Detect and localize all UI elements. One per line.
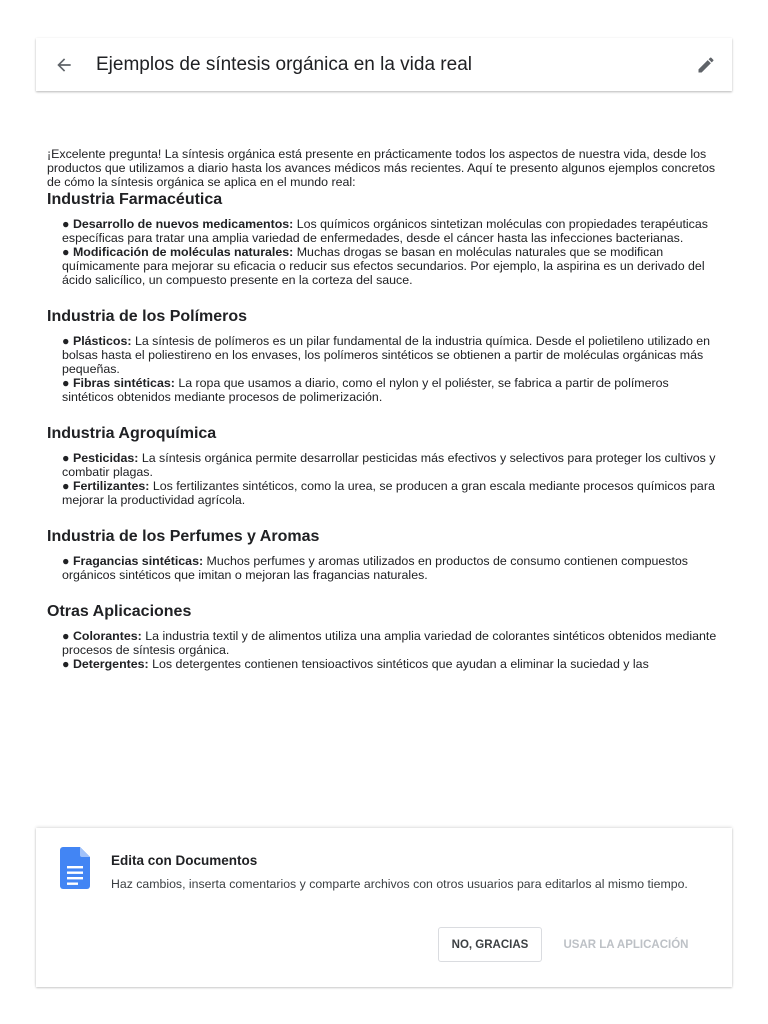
item-term: Fragancias sintéticas: xyxy=(72,554,204,568)
item-text: Muchos perfumes y aromas utilizados en productos de consumo contienen compuestos orgánicos sintéticos que imitan o mejoran las fragancias naturales. xyxy=(62,554,688,582)
item-text: Los fertilizantes sintéticos, como la urea, se producen a gran escala mediante procesos químicos para mejorar la productividad agrícola. xyxy=(62,479,715,507)
list-item: ● Fragancias sintéticas: Muchos perfumes y aromas utilizados en productos de consumo contienen compuestos orgánicos sintéticos que imitan o mejoran las fragancias naturales. xyxy=(62,554,688,582)
pencil-icon xyxy=(696,55,716,75)
item-term: Detergentes: xyxy=(72,657,149,671)
item-term: Pesticidas: xyxy=(72,451,139,465)
list-item: ● Fertilizantes: Los fertilizantes sintéticos, como la urea, se producen a gran escala mediante procesos químicos para mejorar la productividad agrícola. xyxy=(62,479,715,507)
document-body xyxy=(47,147,721,690)
banner-title: Edita con Documentos xyxy=(111,853,258,868)
item-text: La ropa que usamos a diario, como el nylon y el poliéster, se fabrica a partir de polímeros sintéticos obtenidos mediante procesos de polimerización. xyxy=(62,376,669,404)
arrow-back-icon xyxy=(54,55,74,75)
section-heading: Industria de los Perfumes y Aromas xyxy=(47,528,320,545)
section-agroquimica xyxy=(47,423,721,507)
item-text: La industria textil y de alimentos utiliza una amplia variedad de colorantes sintéticos obtenidos mediante procesos de síntesis orgánica. xyxy=(62,629,717,657)
section-farmaceutica xyxy=(47,189,721,287)
item-text: La síntesis orgánica permite desarrollar pesticidas más efectivos y selectivos para proteger los cultivos y combatir plagas. xyxy=(62,451,716,479)
banner-description: Haz cambios, inserta comentarios y comparte archivos con otros usuarios para editarlos al mismo tiempo. xyxy=(111,877,688,891)
item-term: Desarrollo de nuevos medicamentos: xyxy=(72,217,294,231)
list-item: ● Pesticidas: La síntesis orgánica permite desarrollar pesticidas más efectivos y selectivos para proteger los cultivos y combatir plagas. xyxy=(62,451,716,479)
no-thanks-button[interactable]: NO, GRACIAS xyxy=(438,927,542,962)
item-term: Fertilizantes: xyxy=(72,479,150,493)
item-text: Los detergentes contienen tensioactivos sintéticos que ayudan a eliminar la suciedad y las xyxy=(152,657,649,671)
list-item: ● Modificación de moléculas naturales: Muchas drogas se basan en moléculas naturales que se modifican químicamente para mejorar su eficacia o reducir sus efectos secundarios. Por ejemplo, la aspirina es un derivado del ácido salicílico, un compuesto presente en la corteza del sauce. xyxy=(62,245,705,287)
item-term: Colorantes: xyxy=(72,629,142,643)
section-perfumes xyxy=(47,526,721,582)
item-text: La síntesis de polímeros es un pilar fundamental de la industria química. Desde el polietileno utilizado en bolsas hasta el poliestireno en los envases, los polímeros sintéticos se obtienen a partir de moléculas orgánicas más pequeñas. xyxy=(62,334,711,376)
back-button[interactable] xyxy=(52,53,76,77)
section-heading: Industria Agroquímica xyxy=(47,425,217,442)
section-heading: Industria de los Polímeros xyxy=(47,308,248,325)
section-otras xyxy=(47,601,721,671)
page-title: Ejemplos de síntesis orgánica en la vida real xyxy=(96,53,472,75)
list-item: ● Colorantes: La industria textil y de alimentos utiliza una amplia variedad de colorantes sintéticos obtenidos mediante procesos de síntesis orgánica. xyxy=(62,629,717,657)
item-term: Plásticos: xyxy=(72,334,132,348)
edit-with-docs-banner xyxy=(36,828,732,987)
intro-paragraph: ¡Excelente pregunta! La síntesis orgánica está presente en prácticamente todos los aspectos de nuestra vida, desde los productos que utilizamos a diario hasta los avances médicos más recientes. Aquí te presento algunos ejemplos concretos de cómo la síntesis orgánica se aplica en el mundo real: xyxy=(47,147,716,189)
item-text: Los químicos orgánicos sintetizan moléculas con propiedades terapéuticas específicas para tratar una amplia variedad de enfermedades, desde el cáncer hasta las infecciones bacterianas. xyxy=(62,217,708,245)
list-item: ● Detergentes: Los detergentes contienen tensioactivos sintéticos que ayudan a eliminar la suciedad y las xyxy=(62,657,649,671)
list-item: ● Fibras sintéticas: La ropa que usamos a diario, como el nylon y el poliéster, se fabrica a partir de polímeros sintéticos obtenidos mediante procesos de polimerización. xyxy=(62,376,669,404)
item-text: Muchas drogas se basan en moléculas naturales que se modifican químicamente para mejorar su eficacia o reducir sus efectos secundarios. Por ejemplo, la aspirina es un derivado del ácido salicílico, un compuesto presente en la corteza del sauce. xyxy=(62,245,705,287)
item-term: Modificación de moléculas naturales: xyxy=(72,245,294,259)
use-app-button[interactable]: USAR LA APLICACIÓN xyxy=(563,938,689,951)
list-item: ● Plásticos: La síntesis de polímeros es un pilar fundamental de la industria química. Desde el polietileno utilizado en bolsas hasta el poliestireno en los envases, los polímeros sintéticos se obtienen a partir de moléculas orgánicas más pequeñas. xyxy=(62,334,711,376)
google-docs-icon xyxy=(60,847,90,889)
app-bar xyxy=(36,38,732,91)
item-term: Fibras sintéticas: xyxy=(72,376,175,390)
edit-button[interactable] xyxy=(694,53,718,77)
section-polimeros xyxy=(47,306,721,404)
section-heading: Industria Farmacéutica xyxy=(47,191,223,208)
list-item: ● Desarrollo de nuevos medicamentos: Los químicos orgánicos sintetizan moléculas con propiedades terapéuticas específicas para tratar una amplia variedad de enfermedades, desde el cáncer hasta las infecciones bacterianas. xyxy=(62,217,708,245)
section-heading: Otras Aplicaciones xyxy=(47,603,192,620)
